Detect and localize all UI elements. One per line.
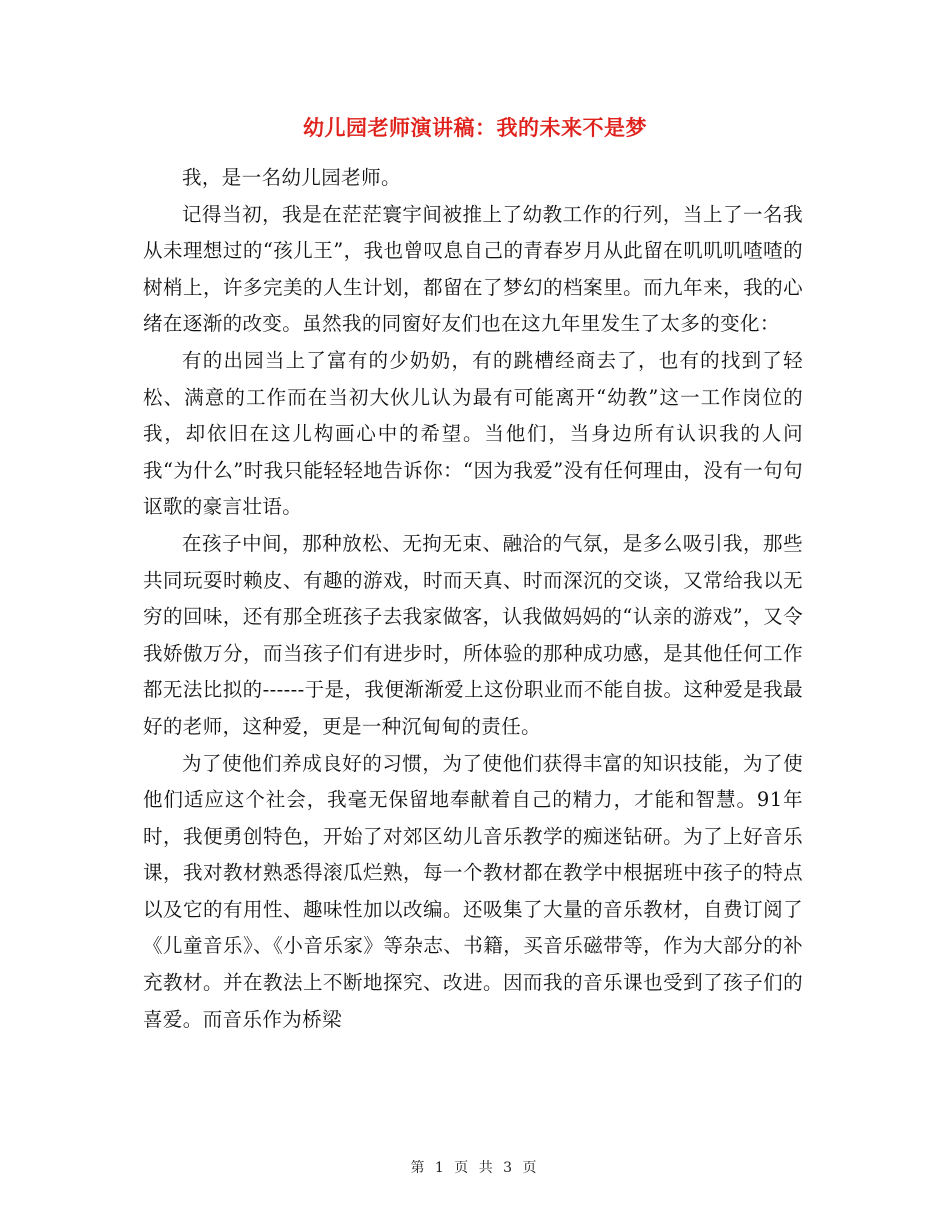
document-body (143, 160, 803, 1038)
page-number-footer: 第 1 页 共 3 页 (410, 1160, 540, 1176)
paragraph-2: 记得当初，我是在茫茫寰宇间被推上了幼教工作的行列，当上了一名我从未理想过的“孩儿王”，我也曾叹息自己的青春岁月从此留在叽叽叽喳喳的树梢上，许多完美的人生计划，都留在了梦幻的档案里。而九年来，我的心绪在逐渐的改变。虽然我的同窗好友们也在这九年里发生了太多的变化： (143, 202, 803, 336)
document-title: 幼儿园老师演讲稿：我的未来不是梦 (303, 116, 647, 140)
paragraph-5: 为了使他们养成良好的习惯，为了使他们获得丰富的知识技能，为了使他们适应这个社会，我毫无保留地奉献着自己的精力，才能和智慧。91年时，我便勇创特色，开始了对郊区幼儿音乐教学的痴迷钻研。为了上好音乐课，我对教材熟悉得滚瓜烂熟，每一个教材都在教学中根据班中孩子的特点以及它的有用性、趣味性加以改编。还吸集了大量的音乐教材，自费订阅了《儿童音乐》、《小音乐家》等杂志、书籍，买音乐磁带等，作为大部分的补充教材。并在教法上不断地探究、改进。因而我的音乐课也受到了孩子们的喜爱。而音乐作为桥梁 (143, 751, 803, 1031)
paragraph-1: 我，是一名幼儿园老师。 (182, 166, 401, 189)
paragraph-4: 在孩子中间，那种放松、无拘无束、融洽的气氛，是多么吸引我，那些共同玩耍时赖皮、有趣的游戏，时而天真、时而深沉的交谈，又常给我以无穷的回味，还有那全班孩子去我家做客，认我做妈妈的“认亲的游戏”，又令我娇傲万分，而当孩子们有进步时，所体验的那种成功感，是其他任何工作都无法比拟的------于是，我便渐渐爱上这份职业而不能自拔。这种爱是我最好的老师，这种爱，更是一种沉甸甸的责任。 (143, 531, 803, 738)
paragraph-3: 有的出园当上了富有的少奶奶，有的跳槽经商去了，也有的找到了轻松、满意的工作而在当初大伙儿认为最有可能离开“幼教”这一工作岗位的我，却依旧在这儿构画心中的希望。当他们，当身边所有认识我的人问我“为什么”时我只能轻轻地告诉你：“因为我爱”没有任何理由，没有一句句讴歌的豪言壮语。 (143, 348, 803, 519)
